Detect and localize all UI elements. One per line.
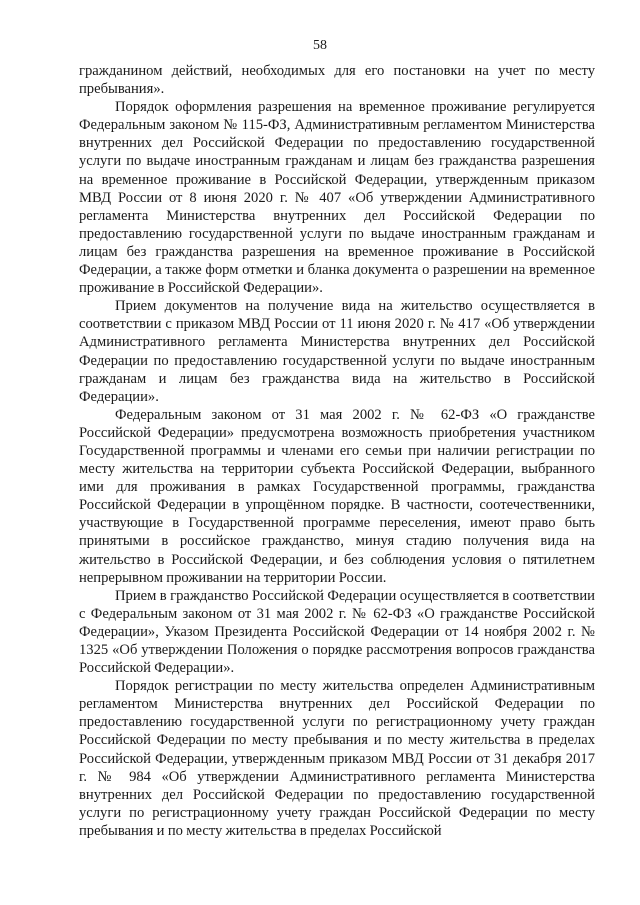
paragraph-temporary-residence: Порядок оформления разрешения на временное проживание регулируется Федеральным законом № 115-ФЗ, Административным регламентом Министерства внутренних дел Российской Федерации по предоставлению государственной услуги по выдаче иностранным гражданам и лицам без гражданства разрешения на временное проживание в Российской Федерации, утвержденным приказом МВД России от 8 июня 2020 г. № 407 «Об утверждении Административного регламента Министерства внутренних дел Российской Федерации по предоставлению государственной услуги по выдаче иностранным гражданам и лицам без гражданства разрешения на временное проживание в Российской Федерации, а также форм отметки и бланка документа о разрешении на временное проживание в Российской Федерации». [79,99,595,297]
body-text [79,62,595,840]
paragraph-continuation: гражданином действий, необходимых для его постановки на учет по месту пребывания». [79,63,595,98]
paragraph-citizenship-admission: Прием в гражданство Российской Федерации осуществляется в соответствии с Федеральным законом от 31 мая 2002 г. № 62-ФЗ «О гражданстве Российской Федерации», Указом Президента Российской Федерации от 14 ноября 2002 г. № 1325 «Об утверждении Положения о порядке рассмотрения вопросов гражданства Российской Федерации». [79,587,595,677]
paragraph-registration: Порядок регистрации по месту жительства определен Административным регламентом Министерства внутренних дел Российской Федерации по предоставлению государственной услуги по регистрационному учету граждан Российской Федерации по месту пребывания и по месту жительства в пределах Российской Федерации, утвержденным приказом МВД России от 31 декабря 2017 г. № 984 «Об утверждении Административного регламента Министерства внутренних дел Российской Федерации по предоставлению государственной услуги по регистрационному учету граждан Российской Федерации по месту пребывания и по месту жительства в пределах Российской [79,678,595,839]
paragraph-citizenship-law: Федеральным законом от 31 мая 2002 г. № 62-ФЗ «О гражданстве Российской Федерации» предусмотрена возможность приобретения участником Государственной программы и членами его семьи при наличии регистрации по месту жительства на территории субъекта Российской Федерации, выбранного ими для проживания в рамках Государственной программы, гражданства Российской Федерации в упрощённом порядке. В частности, соотечественники, участвующие в Государственной программе переселения, имеют право быть принятыми в российское гражданство, минуя стадию получения вида на жительство в Российской Федерации, и без соблюдения условия о пятилетнем непрерывном проживании на территории России. [79,406,595,586]
page-number: 58 [313,38,327,53]
paragraph-residence-permit: Прием документов на получение вида на жительство осуществляется в соответствии с приказом МВД России от 11 июня 2020 г. № 417 «Об утверждении Административного регламента Министерства внутренних дел Российской Федерации по предоставлению государственной услуги по выдаче иностранным гражданам и лицам без гражданства вида на жительство в Российской Федерации». [79,298,595,405]
